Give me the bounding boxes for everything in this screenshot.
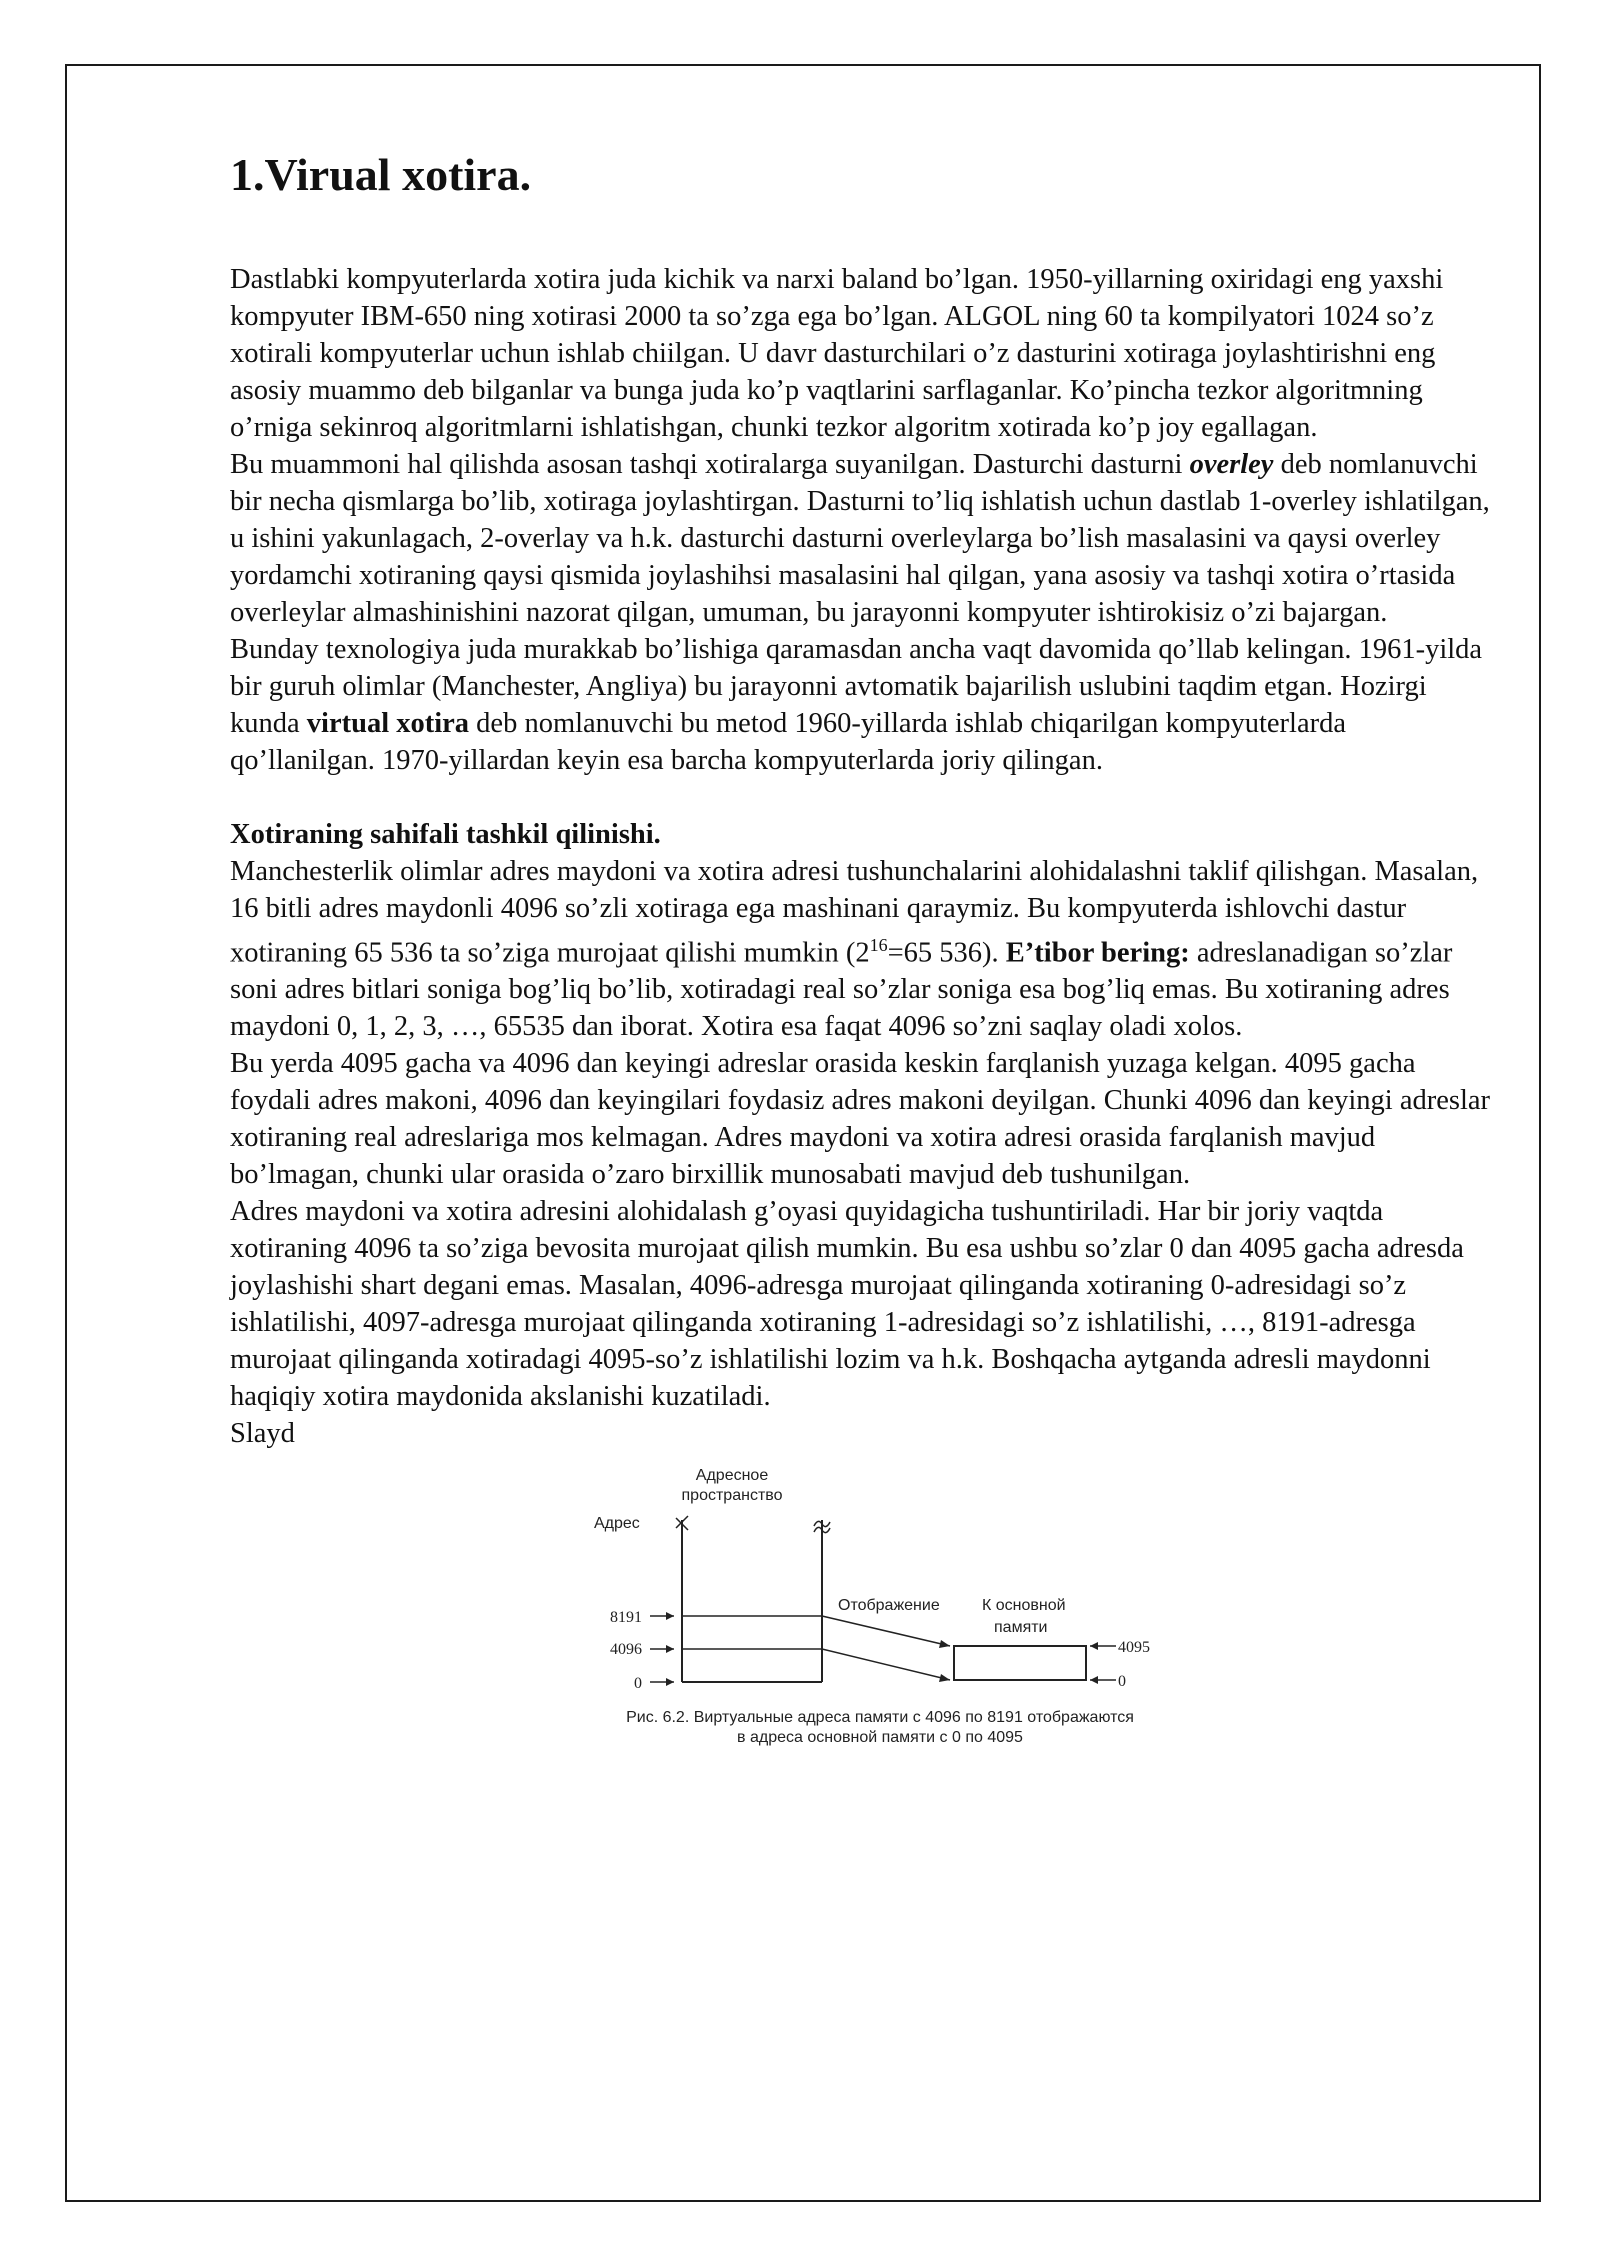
paragraph-3 [230,631,1490,779]
paragraph-5: Bu yerda 4095 gacha va 4096 dan keyingi adreslar orasida keskin farqlanish yuzaga kelgan. 4095 gacha foydali adres makoni, 4096 dan keyingilari foydasiz adres makoni deyilgan. Chunki 4096 dan keyingi adreslar xotiraning real adreslariga mos kelmagan. Adres maydoni va xotira adresi orasida farqlanish mavjud bo’lmagan, chunki ular orasida o’zaro birxillik munosabati mavjud deb tushunilgan. [230,1048,1491,1191]
paragraph-2-text-b: deb nomlanuvchi bir necha qismlarga bo’lib, xotiraga joylashtirgan. Dasturni to’liq ishlatish uchun dastlab 1-overley ishlatilgan, u ishini yakunlagach, 2-overlay va h.k. dasturchi dasturni overleylarga bo’lish masalasini va qaysi overley yordamchi xotiraning qaysi qismida joylashihsi masalasini hal qilgan, yana asosiy va tashqi xotira o’rtasida overleylar almashinishini nazorat qilgan, umuman, bu jarayonni kompyuter ishtirokisiz o’zi bajargan. [230,448,1490,628]
paragraph-4-text-a: Manchesterlik olimlar adres maydoni va xotira adresi tushunchalarini alohidalashni taklif qilishgan. Masalan, 16 bitli adres maydonli 4096 so’zli xotiraga ega mashinani qaraymiz. Bu kompyuterda ishlovchi dastur xotiraning 65 536 ta so’ziga murojaat qilishi mumkin (2 [230,855,1479,969]
space-label-line-1: Адресное [695,1467,769,1485]
figure-caption-line-2: в адреса основной памяти с 0 по 4095 [737,1729,1023,1747]
term-virtual-memory: virtual xotira [306,707,470,739]
memory-0: 0 [1118,1673,1126,1691]
space-label-line-2: пространство [681,1487,783,1505]
slide-label: Slayd [230,1418,295,1450]
address-mapping-diagram [570,1460,1190,1760]
term-overley: overley [1189,448,1274,480]
note-label: E’tibor bering: [1005,937,1190,969]
figure-virtual-memory [230,1460,1490,1760]
address-4096: 4096 [610,1641,642,1659]
address-8191: 8191 [610,1609,642,1627]
mapping-arrows [822,1616,950,1682]
paragraph-1: Dastlabki kompyuterlarda xotira juda kichik va narxi baland bo’lgan. 1950-yillarning oxiridagi eng yaxshi kompyuter IBM-650 ning xotirasi 2000 ta so’zga ega bo’lgan. ALGOL ning 60 ta kompilyatori 1024 so’z xotirali kompyuterlar uchun ishlab chiilgan. U davr dasturchilari o’z dasturini xotiraga joylashtirishni eng asosiy muammo deb bilganlar va bunga juda ko’p vaqtlarini sarflaganlar. Ko’pincha tezkor algoritmning o’rniga sekinroq algoritmlarni ishlatishgan, chunki tezkor algoritm xotirada ko’p joy egallagan. [230,263,1444,443]
address-0: 0 [634,1675,642,1693]
paragraph-2-text-a: Bu muammoni hal qilishda asosan tashqi xotiralarga suyanilgan. Dasturchi dasturni [230,448,1190,480]
paragraph-2 [230,446,1490,631]
figure-caption-line-1: Рис. 6.2. Виртуальные адреса памяти с 4096 по 8191 отображаются [626,1709,1134,1727]
paragraph-4-text-c: adreslanadigan so’zlar soni adres bitlari soniga bog’liq bo’lib, xotiradagi real so’zlar soniga esa bog’liq emas. Bu xotiraning adres maydoni 0, 1, 2, 3, …, 65535 dan iborat. Xotira esa faqat 4096 so’zni saqlay oladi xolos. [230,937,1453,1043]
document-body [230,150,1490,1760]
paragraph-4-text-b: =65 536). [887,937,1006,969]
to-memory-line-2: памяти [994,1619,1048,1637]
memory-4095: 4095 [1118,1639,1150,1657]
address-space-column [676,1516,830,1682]
paragraph-3-text-a: Bunday texnologiya juda murakkab bo’lishiga qaramasdan ancha vaqt davomida qo’llab kelingan. 1961-yilda bir guruh olimlar (Manchester, Angliya) bu jarayonni avtomatik bajarilish uslubini taqdim etgan. Hozirgi kunda [230,633,1483,739]
paragraph-6: Adres maydoni va xotira adresini alohidalash g’oyasi quyidagicha tushuntiriladi. Har bir joriy vaqtda xotiraning 4096 ta so’ziga bevosita murojaat qilish mumkin. Bu esa ushbu so’zlar 0 dan 4095 gacha adresda joylashishi shart degani emas. Masalan, 4096-adresga murojaat qilinganda xotiraning 0-adresidagi so’z ishlatilishi, 4097-adresga murojaat qilinganda xotiraning 1-adresidagi so’z ishlatilishi, …, 8191-adresga murojaat qilinganda xotiradagi 4095-so’z ishlatilishi lozim va h.k. Boshqacha aytganda adresli maydonni haqiqiy xotira maydonida akslanishi kuzatiladi. [230,1196,1464,1413]
main-memory-block [954,1646,1086,1680]
paragraph-4 [230,853,1490,1046]
paragraph-3-text-b: deb nomlanuvchi bu metod 1960-yillarda ishlab chiqarilgan kompyuterlarda qo’llanilgan. 1970-yillardan keyin esa barcha kompyuterlarda joriy qilingan. [230,707,1346,776]
to-memory-line-1: К основной [982,1597,1066,1615]
section-heading: Xotiraning sahifali tashkil qilinishi. [230,818,661,850]
exponent: 16 [869,934,888,955]
address-label: Адрес [594,1515,640,1533]
mapping-label: Отображение [838,1597,940,1615]
page-title: 1.Virual xotira. [230,149,532,200]
